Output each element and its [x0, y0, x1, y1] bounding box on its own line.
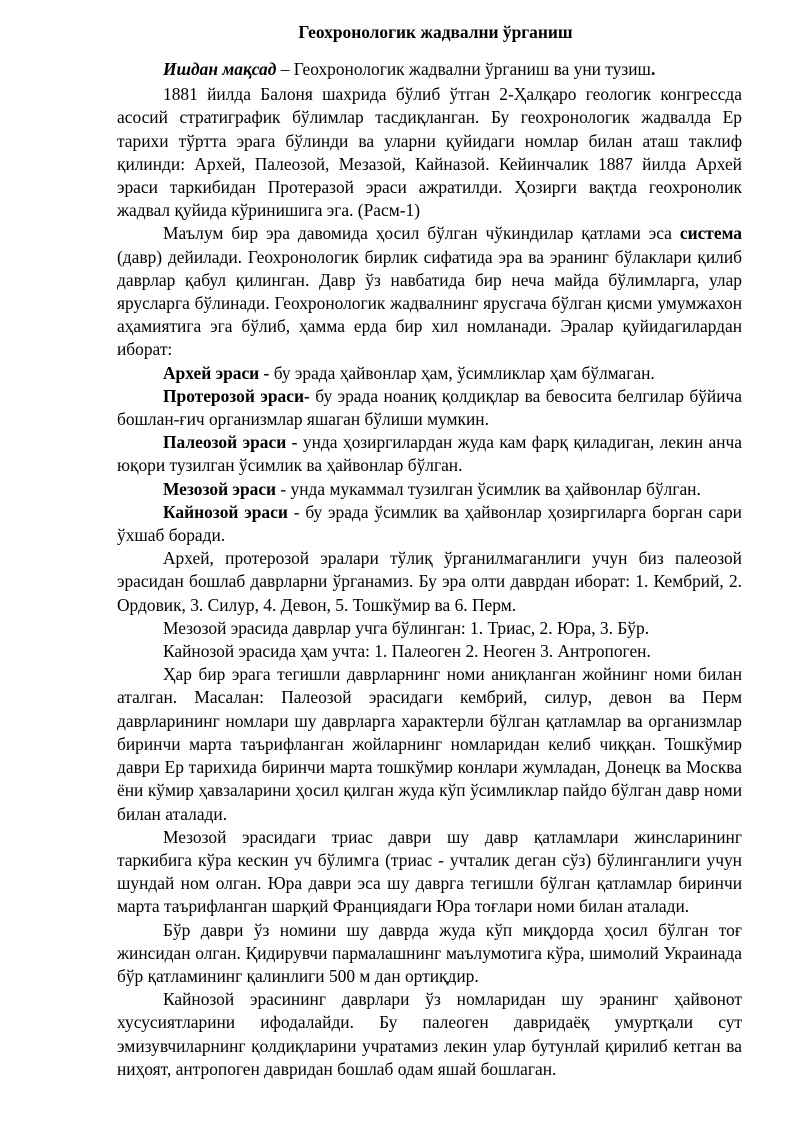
- era-paleozoic: Палеозой эраси - унда ҳозиргилардан жуда кам фарқ қиладиган, лекин анча юқори тузилган ўсимлик ва ҳайвонлар бўлган.: [117, 432, 742, 476]
- era-name: Мезозой эраси: [163, 478, 277, 499]
- paragraph-cenozoic: Кайнозой эрасининг даврлари ўз номларидан шу эранинг ҳайвонот хусусиятларини ифодалайди. Бу палеоген давридаёқ умуртқали сут эмизувчиларнинг қолдиқларини учратамиз лекин улар бутунлай қирилиб кетган ва ниҳоят, антропоген давридан бошлаб одам яшай бошлаган.: [117, 989, 742, 1079]
- paragraph-triassic-jurassic: Мезозой эрасидаги триас даври шу давр қатламлари жинсларининг таркибига кўра кескин уч бўлимга (триас - учталик деган сўз) бўлинганлиги учун шундай ном олган. Юра даври эса шу даврга тегишли бўлган қатламлар биринчи марта таърифланган шарқий Франциядаги Юра тоғлари номи билан аталади.: [117, 826, 742, 917]
- era-cenozoic: Кайнозой эраси - бу эрада ўсимлик ва ҳайвонлар ҳозиргиларга борган сари ўхшаб боради.: [117, 501, 742, 546]
- paragraph-cenozoic-periods: Кайнозой эрасида ҳам учта: 1. Палеоген 2. Неоген 3. Антропоген.: [163, 641, 651, 662]
- term-system: система: [679, 223, 742, 244]
- paragraph-paleozoic-periods: Архей, протерозой эралари тўлиқ ўрганилмаганлиги учун биз палеозой эрасидан бошлаб даврларни ўрганамиз. Бу эра олти даврдан иборат: 1. Кембрий, 2. Ордовик, 3. Силур, 4. Девон, 5. Тошкўмир ва 6. Перм.: [117, 548, 742, 615]
- paragraph-system: Маълум бир эра давомида ҳосил бўлган чўкиндилар қатлами эса система (давр) дейилади. Геохронологик бирлик сифатида эра ва эранинг бўлаклари қилиб даврлар қабул қилинган. Давр ўз навбатида бир неча майда бўлимларга, улар ярусларга бўлинади. Геохронологик жадвалнинг ярусгача бўлган қисми умумжахон аҳамиятига эга бўлиб, ҳамма ерда бир хил номланади. Эралар қуйидагилардан иборат:: [117, 223, 742, 360]
- goal-end: .: [650, 59, 656, 79]
- era-name: Архей эраси -: [163, 362, 270, 383]
- paragraph-mesozoic-periods: Мезозой эрасида даврлар учга бўлинган: 1. Триас, 2. Юра, 3. Бўр.: [163, 617, 650, 638]
- era-name: Протерозой эраси-: [163, 385, 310, 406]
- paragraph-period-names: Ҳар бир эрага тегишли даврларнинг номи аниқланган жойнинг номи билан аталган. Масалан: Палеозой эрасидаги кембрий, силур, девон ва Перм даврларининг номлари шу даврларга характерли бўлган қатламлар ва организмлар биринчи марта таърифланган жойларнинг номларидан келиб чиққан. Тошкўмир даври Ер тарихида биринчи марта тошкўмир конлари жумладан, Донецк ва Москва ёни кўмир ҳавзаларини ҳосил қилган жуда кўп ўсимликлар пайдо бўлган давр номи билан аталади.: [117, 664, 742, 824]
- era-name: Палеозой эраси -: [163, 432, 298, 453]
- era-proterozoic: Протерозой эраси- бу эрада ноаниқ қолдиқлар ва бевосита белгилар бўйича бошлан-ғич организмлар яшаган бўлиши мумкин.: [117, 385, 743, 430]
- paragraph-cretaceous: Бўр даври ўз номини шу даврда жуда кўп миқдорда ҳосил бўлган тоғ жинсидан олган. Қидирувчи пармалашнинг маълумотига кўра, шимолий Украинада бўр қатламининг қалинлиги 500 м дан ортиқдир.: [117, 919, 742, 986]
- goal-label: Ишдан мақсад: [163, 59, 277, 79]
- era-name: Кайнозой эраси: [163, 501, 288, 522]
- era-mesozoic: Мезозой эраси - унда мукаммал тузилган ўсимлик ва ҳайвонлар бўлган.: [163, 478, 701, 499]
- page-title: Геохронологик жадвални ўрганиш: [298, 22, 573, 42]
- era-archean: Архей эраси - бу эрада ҳайвонлар ҳам, ўсимликлар ҳам бўлмаган.: [163, 362, 655, 383]
- goal-paragraph: [117, 58, 742, 81]
- paragraph-history: 1881 йилда Балоня шахрида бўлиб ўтган 2-Ҳалқаро геологик конгрессда асосий стратиграфик бўлимлар тасдиқланган. Бу геохронологик жадвалда Ер тарихи тўртта эрага бўлинди ва уларни қуйидаги номлар билан аташ таклиф қилинди: Архей, Палеозой, Мезазой, Кайназой. Кейинчалик 1887 йилда Архей эраси таркибидан Протеразой эраси ажратилди. Ҳозирги вақтда геохронолик жадвал қуйида кўринишига эга. (Расм-1): [117, 84, 742, 221]
- goal-text: – Геохронологик жадвални ўрганиш ва уни тузиш: [276, 59, 651, 79]
